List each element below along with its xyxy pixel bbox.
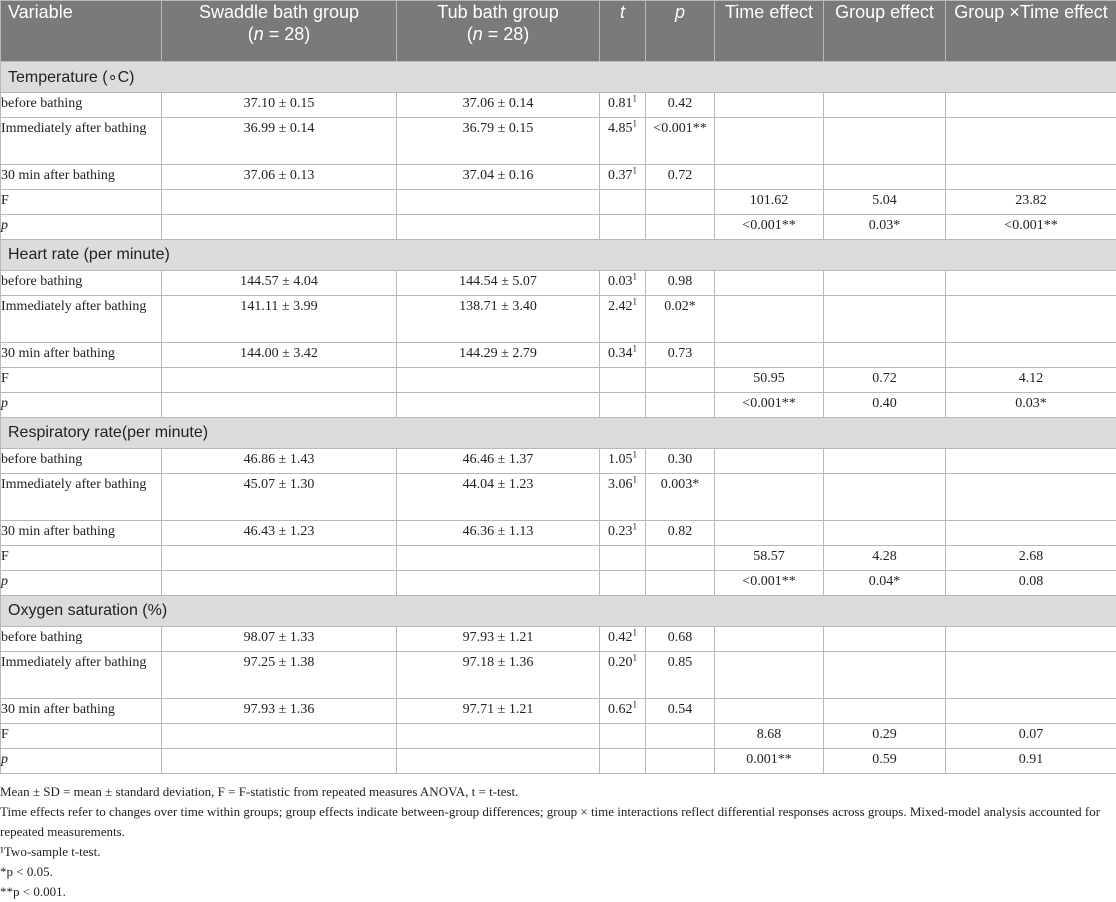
swaddle-value: 36.99 ± 0.14 — [162, 118, 397, 165]
empty-cell — [162, 546, 397, 571]
interaction-effect-value: 2.68 — [946, 546, 1116, 571]
tub-value: 97.71 ± 1.21 — [397, 699, 600, 724]
empty-cell — [715, 271, 824, 296]
section-header-row — [1, 240, 1116, 271]
header-tub-label: Tub bath group — [437, 2, 558, 22]
t-value: 3.06 — [608, 477, 633, 492]
t-cell — [600, 93, 646, 118]
swaddle-value: 37.06 ± 0.13 — [162, 165, 397, 190]
header-time-effect: Time effect — [715, 1, 824, 62]
t-footnote-marker: 1 — [633, 118, 638, 128]
empty-cell — [715, 652, 824, 699]
t-footnote-marker: 1 — [633, 627, 638, 637]
header-swaddle-n-italic: n — [254, 24, 264, 44]
table-row — [1, 93, 1116, 118]
empty-cell — [600, 749, 646, 774]
f-stat-row — [1, 546, 1116, 571]
empty-cell — [715, 93, 824, 118]
tub-value: 144.29 ± 2.79 — [397, 343, 600, 368]
empty-cell — [824, 165, 946, 190]
empty-cell — [646, 215, 715, 240]
t-value: 0.62 — [608, 702, 633, 717]
tub-value: 97.93 ± 1.21 — [397, 627, 600, 652]
footnote-abbreviations: Mean ± SD = mean ± standard deviation, F = F-statistic from repeated measures ANOVA, t = t-test. — [0, 782, 1108, 802]
p-value: 0.98 — [646, 271, 715, 296]
table-body — [1, 62, 1116, 774]
p-value: 0.02* — [646, 296, 715, 343]
tub-value: 144.54 ± 5.07 — [397, 271, 600, 296]
interaction-effect-value: 4.12 — [946, 368, 1116, 393]
time-effect-value: 8.68 — [715, 724, 824, 749]
p-value: 0.003* — [646, 474, 715, 521]
empty-cell — [946, 271, 1116, 296]
empty-cell — [715, 165, 824, 190]
empty-cell — [824, 271, 946, 296]
t-value: 1.05 — [608, 452, 633, 467]
header-t — [600, 1, 646, 62]
empty-cell — [397, 546, 600, 571]
empty-cell — [646, 749, 715, 774]
empty-cell — [824, 93, 946, 118]
group-effect-value: 0.40 — [824, 393, 946, 418]
t-cell — [600, 521, 646, 546]
empty-cell — [946, 343, 1116, 368]
stat-label: p — [1, 571, 162, 596]
row-label: 30 min after bathing — [1, 699, 162, 724]
time-effect-value: <0.001** — [715, 215, 824, 240]
empty-cell — [162, 749, 397, 774]
p-value: 0.54 — [646, 699, 715, 724]
time-effect-value: 58.57 — [715, 546, 824, 571]
header-t-label: t — [620, 2, 625, 22]
row-label: before bathing — [1, 271, 162, 296]
t-value: 4.85 — [608, 121, 633, 136]
t-cell — [600, 165, 646, 190]
row-label: Immediately after bathing — [1, 652, 162, 699]
empty-cell — [397, 393, 600, 418]
p-stat-row — [1, 749, 1116, 774]
empty-cell — [946, 627, 1116, 652]
table-row — [1, 165, 1116, 190]
empty-cell — [824, 699, 946, 724]
p-value: 0.42 — [646, 93, 715, 118]
group-effect-value: 0.03* — [824, 215, 946, 240]
swaddle-value: 97.25 ± 1.38 — [162, 652, 397, 699]
header-interaction-effect: Group ×Time effect — [946, 1, 1116, 62]
empty-cell — [600, 546, 646, 571]
group-effect-value: 0.29 — [824, 724, 946, 749]
empty-cell — [715, 521, 824, 546]
p-value: 0.73 — [646, 343, 715, 368]
empty-cell — [715, 627, 824, 652]
row-label: 30 min after bathing — [1, 165, 162, 190]
p-stat-row — [1, 215, 1116, 240]
table-row — [1, 296, 1116, 343]
p-value: <0.001** — [646, 118, 715, 165]
stat-label: F — [1, 368, 162, 393]
p-value: 0.85 — [646, 652, 715, 699]
empty-cell — [715, 118, 824, 165]
stat-label: F — [1, 546, 162, 571]
t-value: 0.42 — [608, 630, 633, 645]
empty-cell — [824, 627, 946, 652]
empty-cell — [946, 449, 1116, 474]
row-label: before bathing — [1, 93, 162, 118]
interaction-effect-value: 0.08 — [946, 571, 1116, 596]
swaddle-value: 37.10 ± 0.15 — [162, 93, 397, 118]
p-stat-row — [1, 393, 1116, 418]
footnote-single-star: *p < 0.05. — [0, 862, 1108, 882]
empty-cell — [824, 474, 946, 521]
empty-cell — [646, 393, 715, 418]
swaddle-value: 45.07 ± 1.30 — [162, 474, 397, 521]
interaction-effect-value: 0.03* — [946, 393, 1116, 418]
empty-cell — [397, 215, 600, 240]
empty-cell — [162, 724, 397, 749]
empty-cell — [946, 699, 1116, 724]
p-value: 0.72 — [646, 165, 715, 190]
empty-cell — [162, 393, 397, 418]
t-value: 0.37 — [608, 168, 633, 183]
row-label: 30 min after bathing — [1, 343, 162, 368]
empty-cell — [600, 368, 646, 393]
interaction-effect-value: 0.91 — [946, 749, 1116, 774]
swaddle-value: 144.57 ± 4.04 — [162, 271, 397, 296]
t-cell — [600, 296, 646, 343]
t-value: 0.23 — [608, 524, 633, 539]
stat-label: p — [1, 749, 162, 774]
t-value: 2.42 — [608, 299, 633, 314]
row-label: Immediately after bathing — [1, 296, 162, 343]
header-swaddle-label: Swaddle bath group — [199, 2, 359, 22]
tub-value: 37.06 ± 0.14 — [397, 93, 600, 118]
t-footnote-marker: 1 — [633, 165, 638, 175]
header-tub-n-prefix: ( — [467, 24, 473, 44]
table-row — [1, 343, 1116, 368]
header-p-label: p — [675, 2, 685, 22]
row-label: before bathing — [1, 449, 162, 474]
tub-value: 46.36 ± 1.13 — [397, 521, 600, 546]
empty-cell — [715, 699, 824, 724]
swaddle-value: 144.00 ± 3.42 — [162, 343, 397, 368]
group-effect-value: 0.72 — [824, 368, 946, 393]
empty-cell — [397, 571, 600, 596]
group-effect-value: 4.28 — [824, 546, 946, 571]
header-tub-group — [397, 1, 600, 62]
t-footnote-marker: 1 — [633, 652, 638, 662]
empty-cell — [646, 368, 715, 393]
interaction-effect-value: 23.82 — [946, 190, 1116, 215]
section-header-row — [1, 62, 1116, 93]
t-footnote-marker: 1 — [633, 343, 638, 353]
tub-value: 138.71 ± 3.40 — [397, 296, 600, 343]
t-footnote-marker: 1 — [633, 449, 638, 459]
section-title: Heart rate (per minute) — [1, 240, 1116, 271]
empty-cell — [946, 652, 1116, 699]
empty-cell — [824, 118, 946, 165]
empty-cell — [946, 118, 1116, 165]
empty-cell — [162, 190, 397, 215]
header-p — [646, 1, 715, 62]
footnote-double-star: **p < 0.001. — [0, 882, 1108, 902]
group-effect-value: 5.04 — [824, 190, 946, 215]
row-label: before bathing — [1, 627, 162, 652]
time-effect-value: 101.62 — [715, 190, 824, 215]
empty-cell — [715, 449, 824, 474]
section-title: Respiratory rate(per minute) — [1, 418, 1116, 449]
time-effect-value: 0.001** — [715, 749, 824, 774]
empty-cell — [715, 296, 824, 343]
time-effect-value: <0.001** — [715, 571, 824, 596]
t-cell — [600, 449, 646, 474]
t-cell — [600, 343, 646, 368]
t-cell — [600, 699, 646, 724]
empty-cell — [397, 749, 600, 774]
header-group-effect: Group effect — [824, 1, 946, 62]
t-footnote-marker: 1 — [633, 521, 638, 531]
empty-cell — [162, 571, 397, 596]
footnote-effects: Time effects refer to changes over time within groups; group effects indicate between-group differences; group × time interactions reflect differential responses across groups. Mixed-model analysis accounted for repeated measurements. — [0, 802, 1108, 842]
swaddle-value: 98.07 ± 1.33 — [162, 627, 397, 652]
t-value: 0.81 — [608, 96, 633, 111]
footnote-two-sample: ¹Two-sample t-test. — [0, 842, 1108, 862]
empty-cell — [824, 652, 946, 699]
empty-cell — [824, 296, 946, 343]
empty-cell — [946, 93, 1116, 118]
empty-cell — [600, 571, 646, 596]
table-row — [1, 627, 1116, 652]
tub-value: 36.79 ± 0.15 — [397, 118, 600, 165]
f-stat-row — [1, 724, 1116, 749]
empty-cell — [162, 368, 397, 393]
p-value: 0.68 — [646, 627, 715, 652]
table-row — [1, 271, 1116, 296]
t-cell — [600, 474, 646, 521]
header-tub-n-suffix: = 28) — [483, 24, 530, 44]
table-row — [1, 652, 1116, 699]
f-stat-row — [1, 190, 1116, 215]
empty-cell — [397, 190, 600, 215]
section-header-row — [1, 418, 1116, 449]
t-value: 0.03 — [608, 274, 633, 289]
empty-cell — [646, 546, 715, 571]
swaddle-value: 46.43 ± 1.23 — [162, 521, 397, 546]
empty-cell — [946, 296, 1116, 343]
row-label: Immediately after bathing — [1, 474, 162, 521]
header-swaddle-n-suffix: = 28) — [264, 24, 311, 44]
empty-cell — [946, 521, 1116, 546]
header-tub-n-italic: n — [473, 24, 483, 44]
empty-cell — [600, 724, 646, 749]
time-effect-value: <0.001** — [715, 393, 824, 418]
swaddle-value: 97.93 ± 1.36 — [162, 699, 397, 724]
interaction-effect-value: 0.07 — [946, 724, 1116, 749]
t-footnote-marker: 1 — [633, 474, 638, 484]
tub-value: 37.04 ± 0.16 — [397, 165, 600, 190]
table-row — [1, 449, 1116, 474]
stat-label: p — [1, 215, 162, 240]
table-row — [1, 699, 1116, 724]
tub-value: 97.18 ± 1.36 — [397, 652, 600, 699]
empty-cell — [824, 449, 946, 474]
t-footnote-marker: 1 — [633, 296, 638, 306]
row-label: Immediately after bathing — [1, 118, 162, 165]
swaddle-value: 141.11 ± 3.99 — [162, 296, 397, 343]
empty-cell — [824, 343, 946, 368]
swaddle-value: 46.86 ± 1.43 — [162, 449, 397, 474]
empty-cell — [715, 474, 824, 521]
f-stat-row — [1, 368, 1116, 393]
stat-label: F — [1, 190, 162, 215]
time-effect-value: 50.95 — [715, 368, 824, 393]
t-footnote-marker: 1 — [633, 271, 638, 281]
p-value: 0.30 — [646, 449, 715, 474]
empty-cell — [600, 190, 646, 215]
empty-cell — [397, 368, 600, 393]
t-cell — [600, 271, 646, 296]
empty-cell — [946, 474, 1116, 521]
tub-value: 46.46 ± 1.37 — [397, 449, 600, 474]
interaction-effect-value: <0.001** — [946, 215, 1116, 240]
table-footnotes — [0, 782, 1108, 902]
empty-cell — [162, 215, 397, 240]
empty-cell — [397, 724, 600, 749]
t-cell — [600, 652, 646, 699]
group-effect-value: 0.04* — [824, 571, 946, 596]
t-value: 0.20 — [608, 655, 633, 670]
t-value: 0.34 — [608, 346, 633, 361]
empty-cell — [600, 393, 646, 418]
header-swaddle-n-prefix: ( — [248, 24, 254, 44]
tub-value: 44.04 ± 1.23 — [397, 474, 600, 521]
table-row — [1, 474, 1116, 521]
stat-label: p — [1, 393, 162, 418]
empty-cell — [824, 521, 946, 546]
section-title: Temperature (∘C) — [1, 62, 1116, 93]
p-value: 0.82 — [646, 521, 715, 546]
t-cell — [600, 118, 646, 165]
t-cell — [600, 627, 646, 652]
header-variable: Variable — [1, 1, 162, 62]
t-footnote-marker: 1 — [633, 93, 638, 103]
empty-cell — [646, 190, 715, 215]
group-effect-value: 0.59 — [824, 749, 946, 774]
table-header — [1, 1, 1116, 62]
empty-cell — [946, 165, 1116, 190]
row-label: 30 min after bathing — [1, 521, 162, 546]
p-stat-row — [1, 571, 1116, 596]
empty-cell — [600, 215, 646, 240]
table-row — [1, 521, 1116, 546]
t-footnote-marker: 1 — [633, 699, 638, 709]
section-title: Oxygen saturation (%) — [1, 596, 1116, 627]
header-swaddle-group — [162, 1, 397, 62]
table-row — [1, 118, 1116, 165]
empty-cell — [715, 343, 824, 368]
empty-cell — [646, 571, 715, 596]
section-header-row — [1, 596, 1116, 627]
stat-label: F — [1, 724, 162, 749]
empty-cell — [646, 724, 715, 749]
